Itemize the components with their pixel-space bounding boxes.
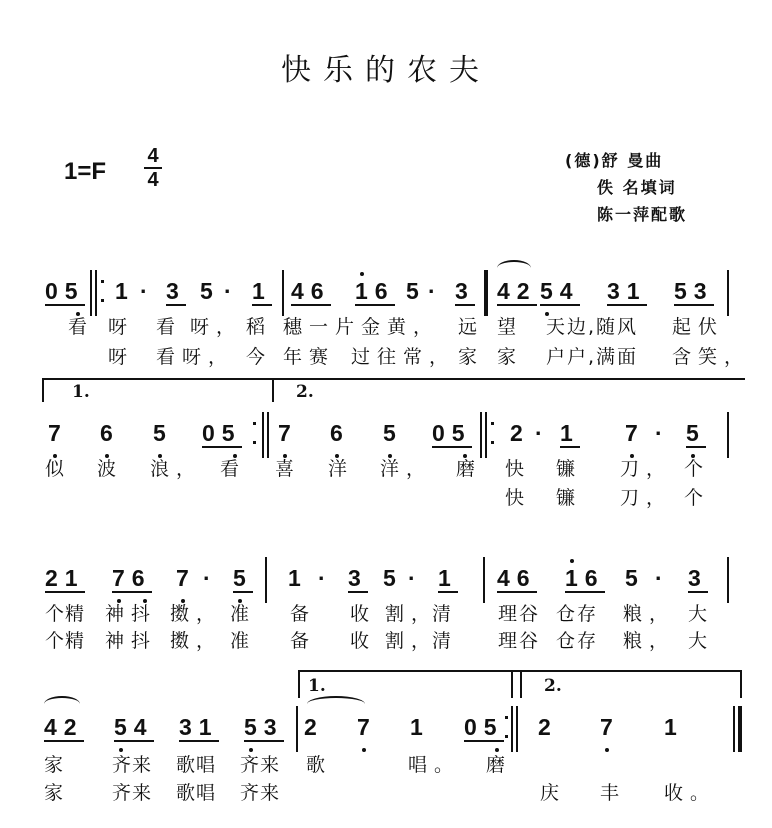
dot: · [224, 278, 239, 304]
note: 21 [45, 565, 85, 591]
lyric: 理谷 [498, 603, 541, 625]
note: 31 [607, 278, 647, 304]
lyric: 家 [497, 346, 524, 368]
volta-bracket [740, 670, 742, 698]
volta-2-label: 2. [296, 382, 314, 402]
note: 7 [176, 565, 196, 591]
low-dot [605, 748, 609, 752]
lyric: 年赛 [283, 346, 336, 368]
note: 05 [45, 278, 85, 304]
note: 46 [291, 278, 331, 304]
lyric: 庆 [540, 782, 567, 804]
arranger-credit: 陈一萍配歌 [597, 205, 688, 224]
note: 76 [112, 565, 152, 591]
slur [497, 260, 531, 276]
lyric: 齐来 [112, 754, 153, 776]
barline [282, 270, 284, 316]
lyric: 备 [290, 603, 317, 625]
lyric: 个 [684, 458, 711, 480]
repeat-end [253, 422, 256, 444]
lyric: 波 [97, 458, 124, 480]
note: 5 [383, 420, 403, 446]
lyric: 过往常， [351, 346, 456, 368]
lyric: 镰 [556, 458, 583, 480]
lyric: 似 [45, 458, 72, 480]
lyric: 神抖 [105, 630, 158, 652]
note: 05 [464, 714, 504, 740]
volta-line [42, 378, 745, 380]
lyric: 收。 [664, 782, 717, 804]
lyric: 家 [44, 782, 71, 804]
dot: · [140, 278, 155, 304]
volta-bracket [511, 670, 513, 698]
note: 3 [166, 278, 186, 304]
lyric: 呀 [108, 316, 135, 338]
note: 1 [252, 278, 272, 304]
volta-1-label: 1. [308, 676, 326, 696]
lyric: 呀， [190, 316, 243, 338]
note: 7 [278, 420, 298, 446]
lyric: 磨 [456, 458, 483, 480]
note: 1 [288, 565, 308, 591]
note: 3 [688, 565, 708, 591]
note: 42 [497, 278, 537, 304]
lyric: 个精 [45, 603, 86, 625]
note: 53 [674, 278, 714, 304]
time-denominator: 4 [147, 169, 159, 191]
lyric: 起伏 [672, 316, 725, 338]
time-signature [144, 146, 162, 190]
lyric: 割， [385, 630, 438, 652]
lyric: 准 [230, 630, 257, 652]
note: 1 [438, 565, 458, 591]
lyric: 唱。 [408, 754, 461, 776]
volta-bracket [272, 380, 274, 402]
lyric: 快 [505, 487, 532, 509]
lyric: 看 [68, 316, 95, 338]
dot: · [318, 565, 333, 591]
lyric: 仓存 [556, 630, 599, 652]
note: 5 [625, 565, 645, 591]
barline [296, 706, 298, 752]
lyric: 浪， [150, 458, 203, 480]
note: 1 [664, 714, 684, 740]
note: 05 [432, 420, 472, 446]
note: 16 [565, 565, 605, 591]
slur [44, 696, 80, 712]
lyric: 擞， [170, 630, 223, 652]
note: 5 [233, 565, 253, 591]
lyric: 大 [688, 630, 715, 652]
lyric: 户户,满面 [546, 346, 639, 368]
note: 5 [153, 420, 173, 446]
note: 46 [497, 565, 537, 591]
lyric: 仓存 [556, 603, 599, 625]
note: 2 [538, 714, 558, 740]
lyric: 神抖 [105, 603, 158, 625]
note: 6 [330, 420, 350, 446]
barline [516, 706, 518, 752]
note: 05 [202, 420, 242, 446]
lyric: 收 [350, 603, 377, 625]
lyric: 割， [385, 603, 438, 625]
lyric: 粮， [623, 603, 676, 625]
lyric: 理谷 [498, 630, 541, 652]
note: 7 [600, 714, 620, 740]
slur [307, 696, 365, 712]
lyric: 洋 [328, 458, 355, 480]
score-row-4 [0, 714, 772, 804]
repeat-end [505, 716, 508, 738]
lyric: 个 [684, 487, 711, 509]
note: 1 [115, 278, 135, 304]
dot: · [535, 420, 550, 446]
lyric: 齐来 [240, 754, 281, 776]
lyric: 看呀， [156, 346, 235, 368]
volta-bracket [42, 380, 44, 402]
barline [511, 706, 513, 752]
lyric: 齐来 [240, 782, 281, 804]
note: 42 [44, 714, 84, 740]
lyric: 个精 [45, 630, 86, 652]
lyric: 大 [688, 603, 715, 625]
barline [733, 706, 735, 752]
lyric: 看 [220, 458, 247, 480]
lyric: 歌唱 [176, 754, 217, 776]
high-dot [570, 559, 574, 563]
lyric: 准 [230, 603, 257, 625]
note: 5 [383, 565, 403, 591]
dot: · [655, 565, 670, 591]
final-barline [738, 706, 742, 752]
dot: · [428, 278, 443, 304]
note: 7 [625, 420, 645, 446]
composer-credit: (德)舒 曼曲 [565, 151, 664, 170]
low-dot [362, 748, 366, 752]
note: 5 [200, 278, 220, 304]
lyricist-credit: 佚 名填词 [597, 178, 677, 197]
barline [90, 270, 92, 316]
lyric: 收 [350, 630, 377, 652]
key-signature: 1=F [64, 158, 107, 185]
barline [267, 412, 269, 458]
note: 5 [406, 278, 426, 304]
volta-bracket [520, 670, 522, 698]
volta-bracket [298, 670, 300, 698]
barline [262, 412, 264, 458]
lyric: 远 [458, 316, 485, 338]
note: 2 [304, 714, 324, 740]
barline [727, 557, 729, 603]
lyric: 清 [432, 630, 459, 652]
lyric: 刀， [620, 487, 673, 509]
dot: · [408, 565, 423, 591]
barline [727, 270, 729, 316]
note: 1 [560, 420, 580, 446]
lyric: 歌唱 [176, 782, 217, 804]
lyric: 看 [156, 316, 183, 338]
lyric: 备 [290, 630, 317, 652]
note: 7 [48, 420, 68, 446]
barline [95, 270, 97, 316]
barline [265, 557, 267, 603]
note: 3 [455, 278, 475, 304]
note: 1 [410, 714, 430, 740]
barline [480, 412, 482, 458]
lyric: 家 [44, 754, 71, 776]
lyric: 丰 [600, 782, 627, 804]
lyric: 清 [432, 603, 459, 625]
note: 54 [540, 278, 580, 304]
barline [727, 412, 729, 458]
cut-off-lyric-line [0, 778, 772, 804]
high-dot [360, 272, 364, 276]
lyric: 天边,随风 [546, 316, 639, 338]
lyric: 喜 [275, 458, 302, 480]
barline [484, 270, 488, 316]
note: 54 [114, 714, 154, 740]
lyric: 穗一片金黄， [283, 316, 440, 338]
time-numerator: 4 [147, 145, 159, 167]
lyric: 粮， [623, 630, 676, 652]
repeat-start [101, 280, 104, 302]
lyric: 齐来 [112, 782, 153, 804]
lyric: 稻 [246, 316, 273, 338]
note: 2 [510, 420, 530, 446]
lyric: 擞， [170, 603, 223, 625]
note: 53 [244, 714, 284, 740]
volta-1-label: 1. [72, 382, 90, 402]
note: 5 [686, 420, 706, 446]
note: 7 [357, 714, 377, 740]
lyric: 今 [246, 346, 273, 368]
note: 3 [348, 565, 368, 591]
lyric: 刀， [620, 458, 673, 480]
lyric: 家 [458, 346, 485, 368]
lyric: 磨 [486, 754, 513, 776]
note: 16 [355, 278, 395, 304]
note: 6 [100, 420, 120, 446]
note: 31 [179, 714, 219, 740]
dot: · [203, 565, 218, 591]
lyric: 含笑， [672, 346, 751, 368]
lyric: 镰 [556, 487, 583, 509]
lyric: 洋， [380, 458, 433, 480]
lyric: 快 [505, 458, 532, 480]
barline [485, 412, 487, 458]
lyric: 望 [497, 316, 524, 338]
song-title: 快乐的农夫 [281, 53, 491, 88]
repeat-start [491, 422, 494, 444]
lyric: 歌 [306, 754, 333, 776]
volta-2-label: 2. [544, 676, 562, 696]
dot: · [655, 420, 670, 446]
barline [483, 557, 485, 603]
lyric: 呀 [108, 346, 135, 368]
